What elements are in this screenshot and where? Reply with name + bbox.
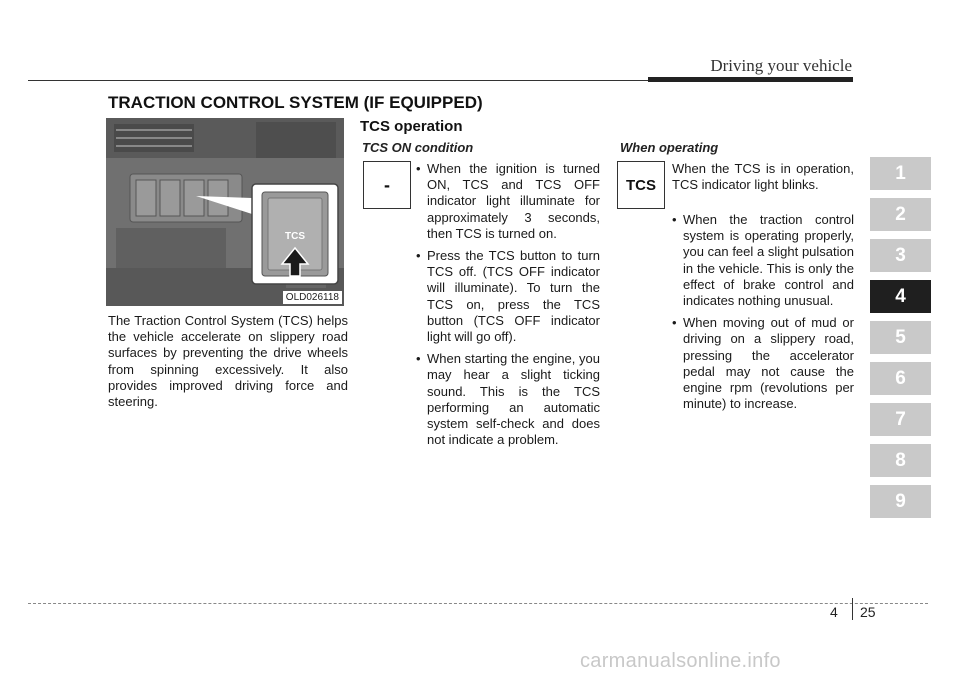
tcs-indicator-icon: TCS: [617, 161, 665, 209]
when-operating-bullets: [672, 212, 854, 418]
chapter-tab-8[interactable]: 8: [870, 444, 931, 477]
header-rule: [28, 80, 648, 81]
list-item: • When starting the engine, you may hear a slight ticking sound. This is the TCS performing an automatic system self-check and does not indicate a problem.: [416, 351, 600, 448]
tcs-operation-title: TCS operation: [360, 118, 463, 135]
chapter-tab-6[interactable]: 6: [870, 362, 931, 395]
chapter-tab-3[interactable]: 3: [870, 239, 931, 272]
list-item: • Press the TCS button to turn TCS off. (TCS OFF indicator will illuminate). To turn the TCS on, press the TCS button (TCS OFF indicator light will go off).: [416, 248, 600, 345]
chapter-tab-4[interactable]: 4: [870, 280, 931, 313]
chapter-tab-1[interactable]: 1: [870, 157, 931, 190]
list-item: • When the ignition is turned ON, TCS and TCS OFF indicator light illuminate for approximately 3 seconds, then TCS is turned on.: [416, 161, 600, 241]
header-bar: [648, 77, 853, 82]
header-title: Driving your vehicle: [710, 56, 852, 75]
dashboard-illustration: [106, 118, 344, 306]
chapter-tab-7[interactable]: 7: [870, 403, 931, 436]
section-title: TRACTION CONTROL SYSTEM (IF EQUIPPED): [108, 93, 483, 112]
when-operating-lead: When the TCS is in operation, TCS indicator light blinks.: [672, 161, 854, 193]
footer-rule: [28, 603, 928, 604]
figure-code: OLD026118: [283, 291, 342, 304]
tcs-on-condition-title: TCS ON condition: [362, 140, 474, 155]
page-chapter: 4: [830, 604, 838, 620]
chapter-tab-9[interactable]: 9: [870, 485, 931, 518]
when-operating-title: When operating: [620, 140, 719, 155]
chapter-tab-5[interactable]: 5: [870, 321, 931, 354]
list-item: • When the traction control system is operating properly, you can feel a slight pulsation in the vehicle. This is only the effect of brake control and indicates nothing unusual.: [672, 212, 854, 309]
list-item: • When moving out of mud or driving on a slippery road, pressing the accelerator pedal may not cause the engine rpm (revolutions per minute) to increase.: [672, 315, 854, 412]
tcs-on-bullets: [416, 161, 600, 454]
tcs-button-figure: [106, 118, 344, 306]
tcs-button-label: TCS: [285, 231, 305, 242]
tcs-indicator-dash-icon: -: [363, 161, 411, 209]
watermark: carmanualsonline.info: [580, 650, 781, 672]
chapter-tab-2[interactable]: 2: [870, 198, 931, 231]
page-number: 25: [860, 604, 876, 620]
intro-paragraph: The Traction Control System (TCS) helps the vehicle accelerate on slippery road surfaces by preventing the drive wheels from spinning excessively. It also provides improved driving force and steering.: [108, 313, 348, 410]
footer-separator: [852, 598, 853, 620]
